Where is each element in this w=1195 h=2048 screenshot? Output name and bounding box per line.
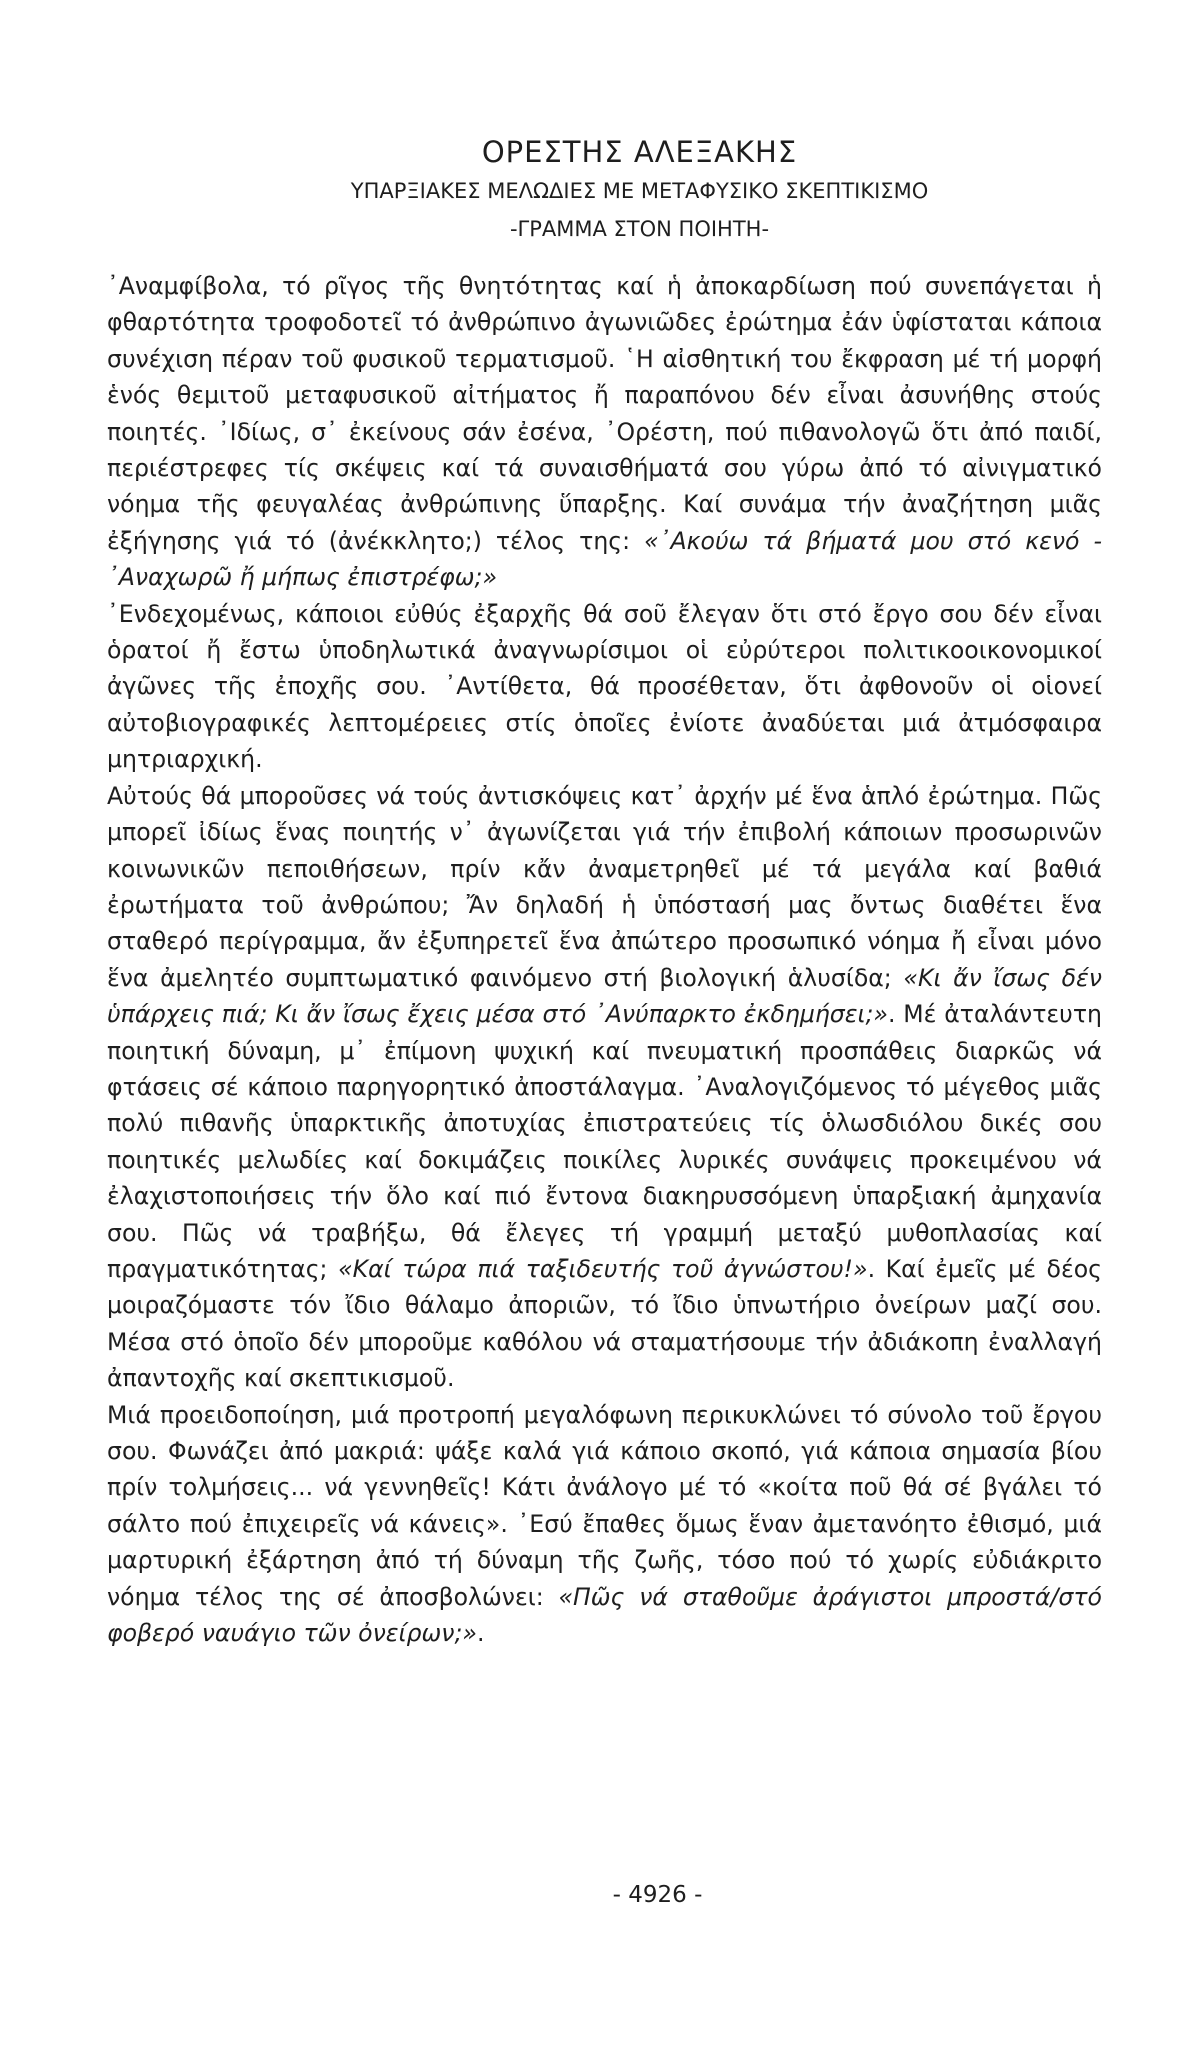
paragraph-3-text-b: . Μέ ἀταλάντευτη ποιητική δύναμη, μ᾿ ἐπίμονη ψυχική καί πνευματική προσπάθεις διαρκῶς νά φτάσεις σέ κάποιο παρηγορητικό ἀποστάλαγμα. ᾿Αναλογιζόμενος τό μέγεθος μιᾶς πολύ πιθανῆς ὑπαρκτικῆς ἀποτυχίας ἐπιστρατεύεις τίς ὁλωσδιόλου δικές σου ποιητικές μελωδίες καί δοκιμάζεις ποικίλες λυρικές συνάψεις προκειμένου νά ἐλαχιστοποιήσεις τήν ὅλο καί πιό ἔντονα διακηρυσσόμενη ὑπαρξιακή ἀμηχανία σου. Πῶς νά τραβήξω, θά ἔλεγες τή γραμμή μεταξύ μυθοπλασίας καί πραγματικότητας; — [107, 1000, 1102, 1283]
paragraph-4-quote: «Πῶς νά σταθοῦμε ἀράγιστοι μπροστά/στό φοβερό ναυάγιο τῶν ὀνείρων;» — [107, 1582, 1102, 1648]
paragraph-1-text: ᾿Αναμφίβολα, τό ρῖγος τῆς θνητότητας καί ἡ ἀποκαρδίωση πού συνεπάγεται ἡ φθαρτότητα τροφοδοτεῖ τό ἀνθρώπινο ἀγωνιῶδες ἐρώτημα ἐάν ὑφίσταται κάποια συνέχιση πέραν τοῦ φυσικοῦ τερματισμοῦ. ῾Η αἰσθητική του ἔκφραση μέ τή μορφή ἑνός θεμιτοῦ μεταφυσικοῦ αἰτήματος ἤ παραπόνου δέν εἶναι ἀσυνήθης στούς ποιητές. ᾿Ιδίως, σ᾿ ἐκείνους σάν ἐσένα, ᾿Ορέστη, πού πιθανολογῶ ὅτι ἀπό παιδί, περιέστρεφες τίς σκέψεις καί τά συναισθήματά σου γύρω ἀπό τό αἰνιγματικό νόημα τῆς φευγαλέας ἀνθρώπινης ὕπαρξης. Καί συνάμα τήν ἀναζήτηση μιᾶς ἐξήγησης γιά τό (ἀνέκκλητο;) τέλος της: — [107, 272, 1102, 555]
paragraph-3 — [107, 778, 1102, 1397]
subtitle-line-2: -ΓΡΑΜΜΑ ΣΤΟΝ ΠΟΙΗΤΗ- — [509, 217, 770, 241]
paragraph-4-text-b: . — [476, 1619, 485, 1648]
paragraph-2-text: ᾿Ενδεχομένως, κάποιοι εὐθύς ἐξαρχῆς θά σοῦ ἔλεγαν ὅτι στό ἔργο σου δέν εἶναι ὁρατοί ἤ ἔστω ὑποδηλωτικά ἀναγνωρίσιμοι οἱ εὐρύτεροι πολιτικοοικονομικοί ἀγῶνες τῆς ἐποχῆς σου. ᾿Αντίθετα, θά προσέθεταν, ὅτι ἀφθονοῦν οἱ οἱονεί αὐτοβιογραφικές λεπτομέρειες στίς ὁποῖες ἐνίοτε ἀναδύεται μιά ἀτμόσφαιρα μητριαρχική. — [107, 599, 1102, 774]
paragraph-3-quote-1: «Κι ἄν ἴσως δέν ὑπάρχεις πιά; Κι ἄν ἴσως ἔχεις μέσα στό ᾿Ανύπαρκτο ἐκδημήσει;» — [107, 963, 1102, 1029]
paragraph-3-text-c: . Καί ἐμεῖς μέ δέος μοιραζόμαστε τόν ἴδιο θάλαμο ἀποριῶν, τό ἴδιο ὑπνωτήριο ὀνείρων μαζί σου. Μέσα στό ὁποῖο δέν μποροῦμε καθόλου νά σταματήσουμε τήν ἀδιάκοπη ἐναλλαγή ἀπαντοχῆς καί σκεπτικισμοῦ. — [107, 1254, 1103, 1393]
paragraph-1-quote: «᾿Ακούω τά βήματά μου στό κενό - ᾿Αναχωρῶ ἤ μήπως ἐπιστρέφω;» — [107, 526, 1102, 592]
document-page — [107, 132, 1102, 1651]
subtitle-line-1: ΥΠΑΡΞΙΑΚΕΣ ΜΕΛΩΔΙΕΣ ΜΕ ΜΕΤΑΦΥΣΙΚΟ ΣΚΕΠΤΙΚΙΣΜΟ — [350, 179, 929, 203]
paragraph-4-text-a: Μιά προειδοποίηση, μιά προτροπή μεγαλόφωνη περικυκλώνει τό σύνολο τοῦ ἔργου σου. Φωνάζει ἀπό μακριά: ψάξε καλά γιά κάποιο σκοπό, γιά κάποια σημασία βίου πρίν τολμήσεις... νά γεννηθεῖς! Κάτι ἀνάλογο μέ τό «κοίτα ποῦ θά σέ βγάλει τό σάλτο πού ἐπιχειρεῖς νά κάνεις». ᾿Εσύ ἔπαθες ὅμως ἕναν ἀμετανόητο ἐθισμό, μιά μαρτυρική ἐξάρτηση ἀπό τή δύναμη τῆς ζωῆς, τόσο πού τό χωρίς εὐδιάκριτο νόημα τέλος της σέ ἀποσβολώνει: — [107, 1400, 1102, 1611]
paragraph-4 — [107, 1397, 1102, 1652]
paragraph-3-text-a: Αὐτούς θά μποροῦσες νά τούς ἀντισκόψεις κατ᾿ ἀρχήν μέ ἕνα ἁπλό ἐρώτημα. Πῶς μπορεῖ ἰδίως ἕνας ποιητής ν᾿ ἀγωνίζεται γιά τήν ἐπιβολή κάποιων προσωρινῶν κοινωνικῶν πεποιθήσεων, πρίν κἄν ἀναμετρηθεῖ μέ τά μεγάλα καί βαθιά ἐρωτήματα τοῦ ἀνθρώπου; Ἄν δηλαδή ἡ ὑπόστασή μας ὄντως διαθέτει ἕνα σταθερό περίγραμμα, ἄν ἐξυπηρετεῖ ἕνα ἀπώτερο προσωπικό νόημα ἤ εἶναι μόνο ἕνα ἀμελητέο συμπτωματικό φαινόμενο στή βιολογική ἁλυσίδα; — [107, 781, 1102, 992]
title-block — [107, 132, 1102, 248]
body-text — [107, 268, 1102, 1651]
paragraph-1 — [107, 268, 1102, 596]
page-number: - 4926 - — [612, 1882, 703, 1908]
author-heading: ΟΡΕΣΤΗΣ ΑΛΕΞΑΚΗΣ — [481, 135, 798, 169]
paragraph-3-quote-2: «Καί τώρα πιά ταξιδευτής τοῦ ἀγνώστου!» — [338, 1254, 868, 1283]
paragraph-2 — [107, 596, 1102, 778]
